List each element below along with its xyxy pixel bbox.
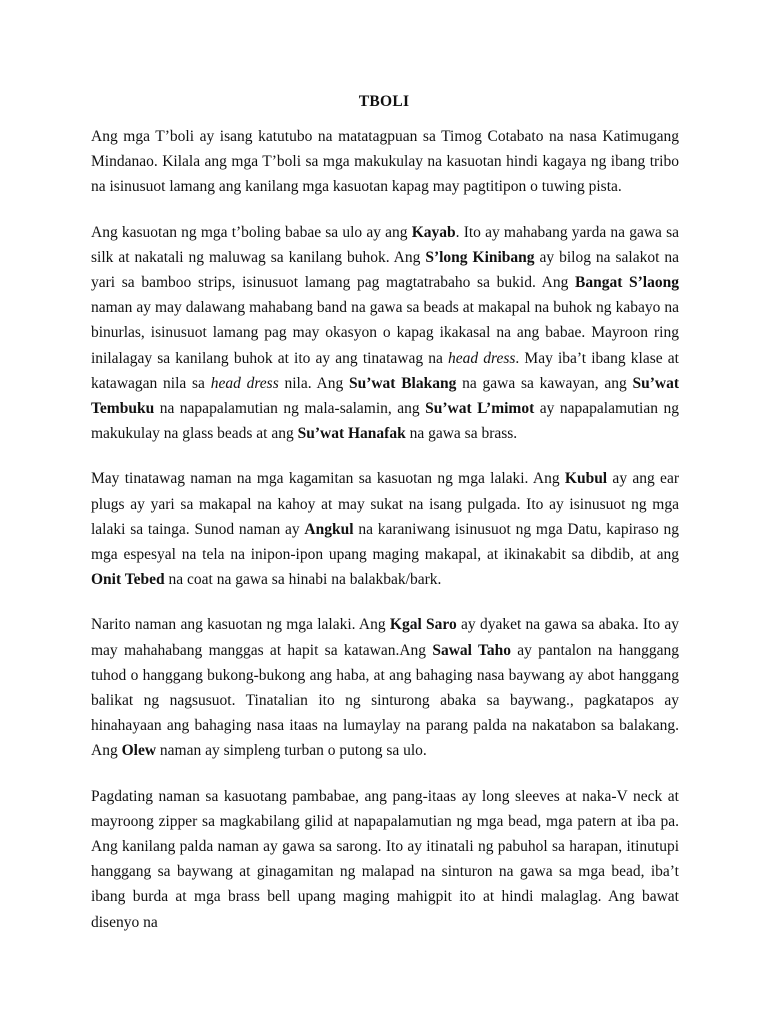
text-segment: na gawa sa brass. xyxy=(405,425,518,443)
bold-term: Su’wat L’mimot xyxy=(425,400,535,418)
text-segment: ay napapalamutian ng makukulay na glass beads at ang xyxy=(91,400,679,443)
bold-term: Sawal Taho xyxy=(432,641,511,659)
bold-term: Kubul xyxy=(564,470,608,488)
bold-term: Su’wat Tembuku xyxy=(91,374,679,418)
text-segment: . Ito ay mahabang yarda na gawa sa silk at nakatali ng maluwag sa kanilang buhok. Ang xyxy=(91,223,679,266)
text-segment: May tinatawag naman na mga kagamitan sa kasuotan ng mga lalaki. Ang xyxy=(91,470,565,488)
paragraph xyxy=(91,612,679,763)
text-segment: naman ay may dalawang mahabang band na gawa sa beads at makapal na buhok ng kabayo na binurlas, isinusuot lamang pag may okasyon o kapag ikakasal na ang babae. Mayroon ring inilalagay sa kanilang buhok at ito ay ang tinatawag na xyxy=(91,299,679,367)
text-segment: ay bilog na salakot na yari sa bamboo strips, isinusuot lamang pag magtatrabaho sa bukid. Ang xyxy=(91,248,679,292)
text-segment: na karaniwang isinusuot ng mga Datu, kapiraso ng mga espesyal na tela na inipon-ipon upang maging makapal, at ikinakabit sa dibdib, at ang xyxy=(91,520,679,564)
bold-term: Kayab xyxy=(411,223,456,241)
document-body xyxy=(91,124,679,935)
italic-term: head dress xyxy=(210,374,279,392)
paragraph xyxy=(91,124,679,200)
bold-term: Su’wat Hanafak xyxy=(297,425,406,443)
text-segment: ay pantalon na hanggang tuhod o hanggang bukong-bukong ang haba, at ang bahaging nasa baywang ay abot hanggang balikat ng nagsusuot. Tinatalian ito ng sinturong abaka sa baywang., pagkatapos ay hinahayaan ang bahaging nasa itaas na lumaylay na parang palda na nakatabon sa balakang. Ang xyxy=(91,641,679,760)
paragraph xyxy=(91,220,679,447)
text-segment: . May iba’t ibang klase at katawagan nila sa xyxy=(91,349,679,392)
text-segment: Pagdating naman sa kasuotang pambabae, ang pang-itaas ay long sleeves at naka-V neck at mayroong zipper sa magkabilang gilid at napapalamutian ng mga bead, mga patern at iba pa. Ang kanilang palda naman ay gawa sa sarong. Ito ay itinatali ng pabuhol sa harapan, itinutupi hanggang sa baywang at ginagamitan ng malapad na sinturon na gawa sa mga bead, iba’t ibang burda at mga brass bell upang maging mahigpit ito at hindi malaglag. Ang bawat disenyo na xyxy=(91,787,679,931)
bold-term: Olew xyxy=(121,742,157,760)
bold-term: Kgal Saro xyxy=(389,616,457,634)
bold-term: Onit Tebed xyxy=(91,571,165,589)
text-segment: Ang kasuotan ng mga t’boling babae sa ulo ay ang xyxy=(91,223,412,241)
text-segment: na napapalamutian ng mala-salamin, ang xyxy=(154,400,426,418)
text-segment: nila. Ang xyxy=(278,374,349,392)
text-segment: na coat na gawa sa hinabi na balakbak/bark. xyxy=(164,571,442,589)
bold-term: Angkul xyxy=(304,520,354,538)
bold-term: Bangat S’laong xyxy=(574,274,679,292)
bold-term: S’long Kinibang xyxy=(425,248,535,266)
bold-term: Su’wat Blakang xyxy=(348,374,457,392)
italic-term: head dress xyxy=(447,349,516,367)
text-segment: naman ay simpleng turban o putong sa ulo. xyxy=(156,742,427,760)
text-segment: na gawa sa kawayan, ang xyxy=(456,374,633,392)
text-segment: Ang mga T’boli ay isang katutubo na matatagpuan sa Timog Cotabato na nasa Katimugang Mindanao. Kilala ang mga T’boli sa mga makukulay na kasuotan hindi kagaya ng ibang tribo na isinusuot lamang ang kanilang mga kasuotan kapag may pagtitipon o tuwing pista. xyxy=(91,128,679,196)
document-title: TBOLI xyxy=(358,93,410,110)
text-segment: Narito naman ang kasuotan ng mga lalaki. Ang xyxy=(91,616,390,634)
paragraph xyxy=(91,466,679,592)
paragraph xyxy=(91,784,679,935)
text-segment: ay ang ear plugs ay yari sa makapal na kahoy at may sukat na isang pulgada. Ito ay isinusuot ng mga lalaki sa tainga. Sunod naman ay xyxy=(91,470,679,538)
text-segment: ay dyaket na gawa sa abaka. Ito ay may mahahabang manggas at hapit sa katawan.Ang xyxy=(91,616,679,659)
